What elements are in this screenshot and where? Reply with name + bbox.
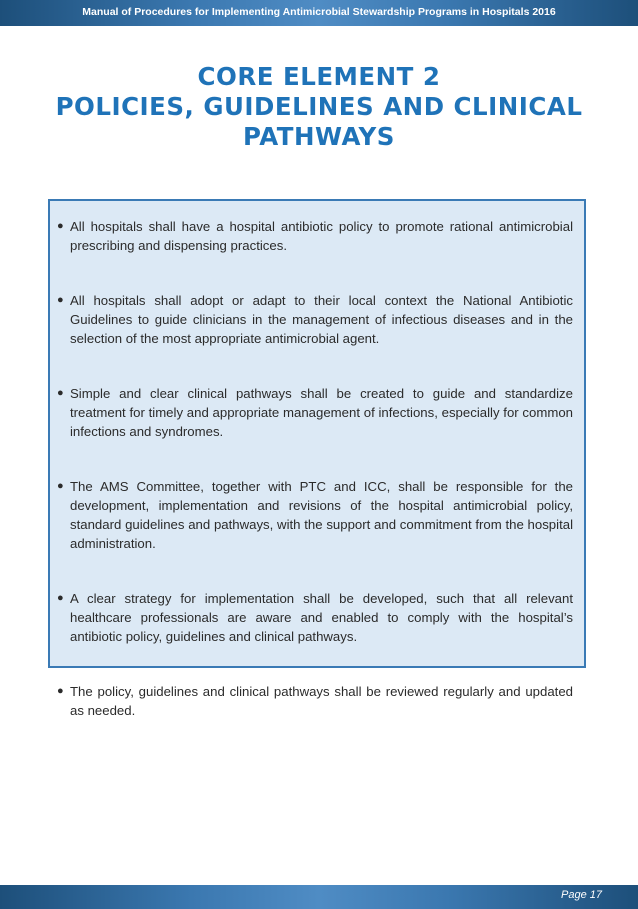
bullet-item (57, 589, 573, 646)
bullet-text: A clear strategy for implementation shall be developed, such that all relevant healthcare professionals are aware and enabled to comply with the hospital’s antibiotic policy, guidelines and clinical pathways. (70, 591, 573, 644)
bullet-item (57, 682, 573, 720)
bullet-dot-icon: ● (57, 685, 64, 697)
chapter-title (0, 62, 638, 152)
bullet-dot-icon: ● (57, 592, 64, 604)
bullet-dot-icon: ● (57, 220, 64, 232)
bullet-dot-icon: ● (57, 480, 64, 492)
title-line-2: POLICIES, GUIDELINES AND CLINICAL (55, 92, 583, 121)
bullet-item (57, 477, 573, 553)
bullet-text: The policy, guidelines and clinical pathways shall be reviewed regularly and updated as needed. (70, 684, 573, 718)
title-line-3: PATHWAYS (243, 122, 395, 151)
bullet-item (57, 291, 573, 348)
title-line-1: CORE ELEMENT 2 (197, 62, 441, 91)
page-number: Page 17 (561, 889, 602, 901)
bullet-dot-icon: ● (57, 387, 64, 399)
bullet-text: All hospitals shall have a hospital antibiotic policy to promote rational antimicrobial prescribing and dispensing practices. (70, 219, 573, 253)
bullet-text: The AMS Committee, together with PTC and ICC, shall be responsible for the development, implementation and revisions of the hospital antimicrobial policy, standard guidelines and pathways, with the support and commitment from the hospital administration. (70, 479, 573, 551)
running-header (0, 0, 638, 26)
policy-statements-box (48, 199, 586, 718)
running-footer (0, 885, 638, 909)
running-header-text: Manual of Procedures for Implementing Antimicrobial Stewardship Programs in Hospitals 2016 (82, 6, 556, 18)
bullet-text: Simple and clear clinical pathways shall be created to guide and standardize treatment for timely and appropriate management of infections, especially for common infections and syndromes. (70, 386, 573, 439)
bullet-dot-icon: ● (57, 294, 64, 306)
bullet-item (57, 217, 573, 255)
bullet-item (57, 384, 573, 441)
bullet-text: All hospitals shall adopt or adapt to their local context the National Antibiotic Guidelines to guide clinicians in the management of infectious diseases and in the selection of the most appropriate antimicrobial agent. (70, 293, 573, 346)
